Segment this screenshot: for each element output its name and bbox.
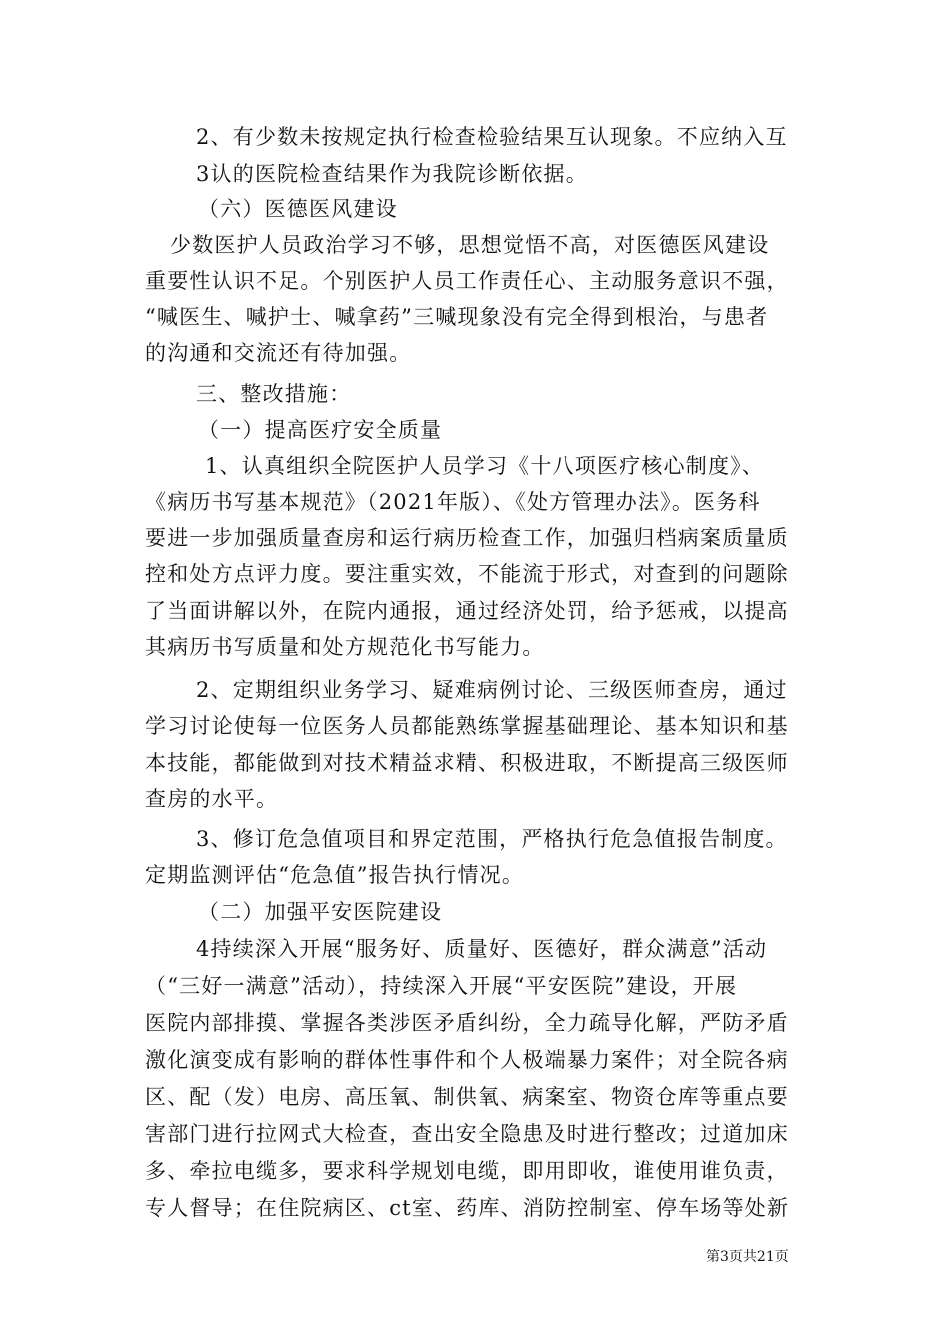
body-line: 2、有少数未按规定执行检查检验结果互认现象。不应纳入互	[196, 125, 788, 149]
body-line: 1、认真组织全院医护人员学习《十八项医疗核心制度》、	[205, 454, 765, 478]
body-line: 定期监测评估“危急值”报告执行情况。	[145, 863, 525, 887]
body-line: 专人督导；在住院病区、ct室、药库、消防控制室、停车场等处新	[145, 1196, 790, 1220]
body-line: 区、配（发）电房、高压氧、制供氧、病案室、物资仓库等重点要	[145, 1085, 789, 1109]
body-line: 3、修订危急值项目和界定范围，严格执行危急值报告制度。	[196, 827, 788, 851]
body-line: 查房的水平。	[145, 787, 279, 811]
body-line: 多、牵拉电缆多，要求科学规划电缆，即用即收，谁使用谁负责，	[145, 1159, 789, 1183]
section-heading: 三、整改措施：	[196, 382, 352, 406]
body-line: 了当面讲解以外，在院内通报，通过经济处罚，给予惩戒，以提高	[145, 599, 789, 623]
body-line: 控和处方点评力度。要注重实效，不能流于形式，对查到的问题除	[145, 562, 789, 586]
body-line: 要进一步加强质量查房和运行病历检查工作，加强归档病案质量质	[145, 526, 789, 550]
body-line: 《病历书写基本规范》（2021年版）、《处方管理办法》。医务科	[145, 490, 761, 514]
body-line: 本技能，都能做到对技术精益求精、积极进取，不断提高三级医师	[145, 751, 789, 775]
body-line: 激化演变成有影响的群体性事件和个人极端暴力案件；对全院各病	[145, 1048, 789, 1072]
page-number: 第3页共21页	[706, 1249, 789, 1265]
body-line: 4持续深入开展“服务好、质量好、医德好，群众满意”活动	[196, 937, 768, 961]
section-heading: （二）加强平安医院建设	[198, 900, 443, 924]
body-line: 的沟通和交流还有待加强。	[145, 341, 412, 365]
body-line: 害部门进行拉网式大检查，查出安全隐患及时进行整改；过道加床	[145, 1122, 789, 1146]
body-line: 少数医护人员政治学习不够，思想觉悟不高，对医德医风建设	[170, 233, 770, 257]
body-line: 其病历书写质量和处方规范化书写能力。	[145, 635, 545, 659]
body-line: 重要性认识不足。个别医护人员工作责任心、主动服务意识不强，	[145, 269, 789, 293]
body-line: 2、定期组织业务学习、疑难病例讨论、三级医师查房，通过	[196, 678, 788, 702]
section-heading: （六）医德医风建设	[198, 197, 398, 221]
body-line: 3认的医院检查结果作为我院诊断依据。	[196, 162, 588, 186]
body-line: 医院内部排摸、掌握各类涉医矛盾纠纷，全力疏导化解，严防矛盾	[145, 1011, 789, 1035]
section-heading: （一）提高医疗安全质量	[198, 418, 443, 442]
body-line: 学习讨论使每一位医务人员都能熟练掌握基础理论、基本知识和基	[145, 714, 789, 738]
body-line: （“三好一满意”活动），持续深入开展“平安医院”建设，开展	[145, 974, 738, 998]
body-line: “喊医生、喊护士、喊拿药”三喊现象没有完全得到根治，与患者	[145, 305, 769, 329]
